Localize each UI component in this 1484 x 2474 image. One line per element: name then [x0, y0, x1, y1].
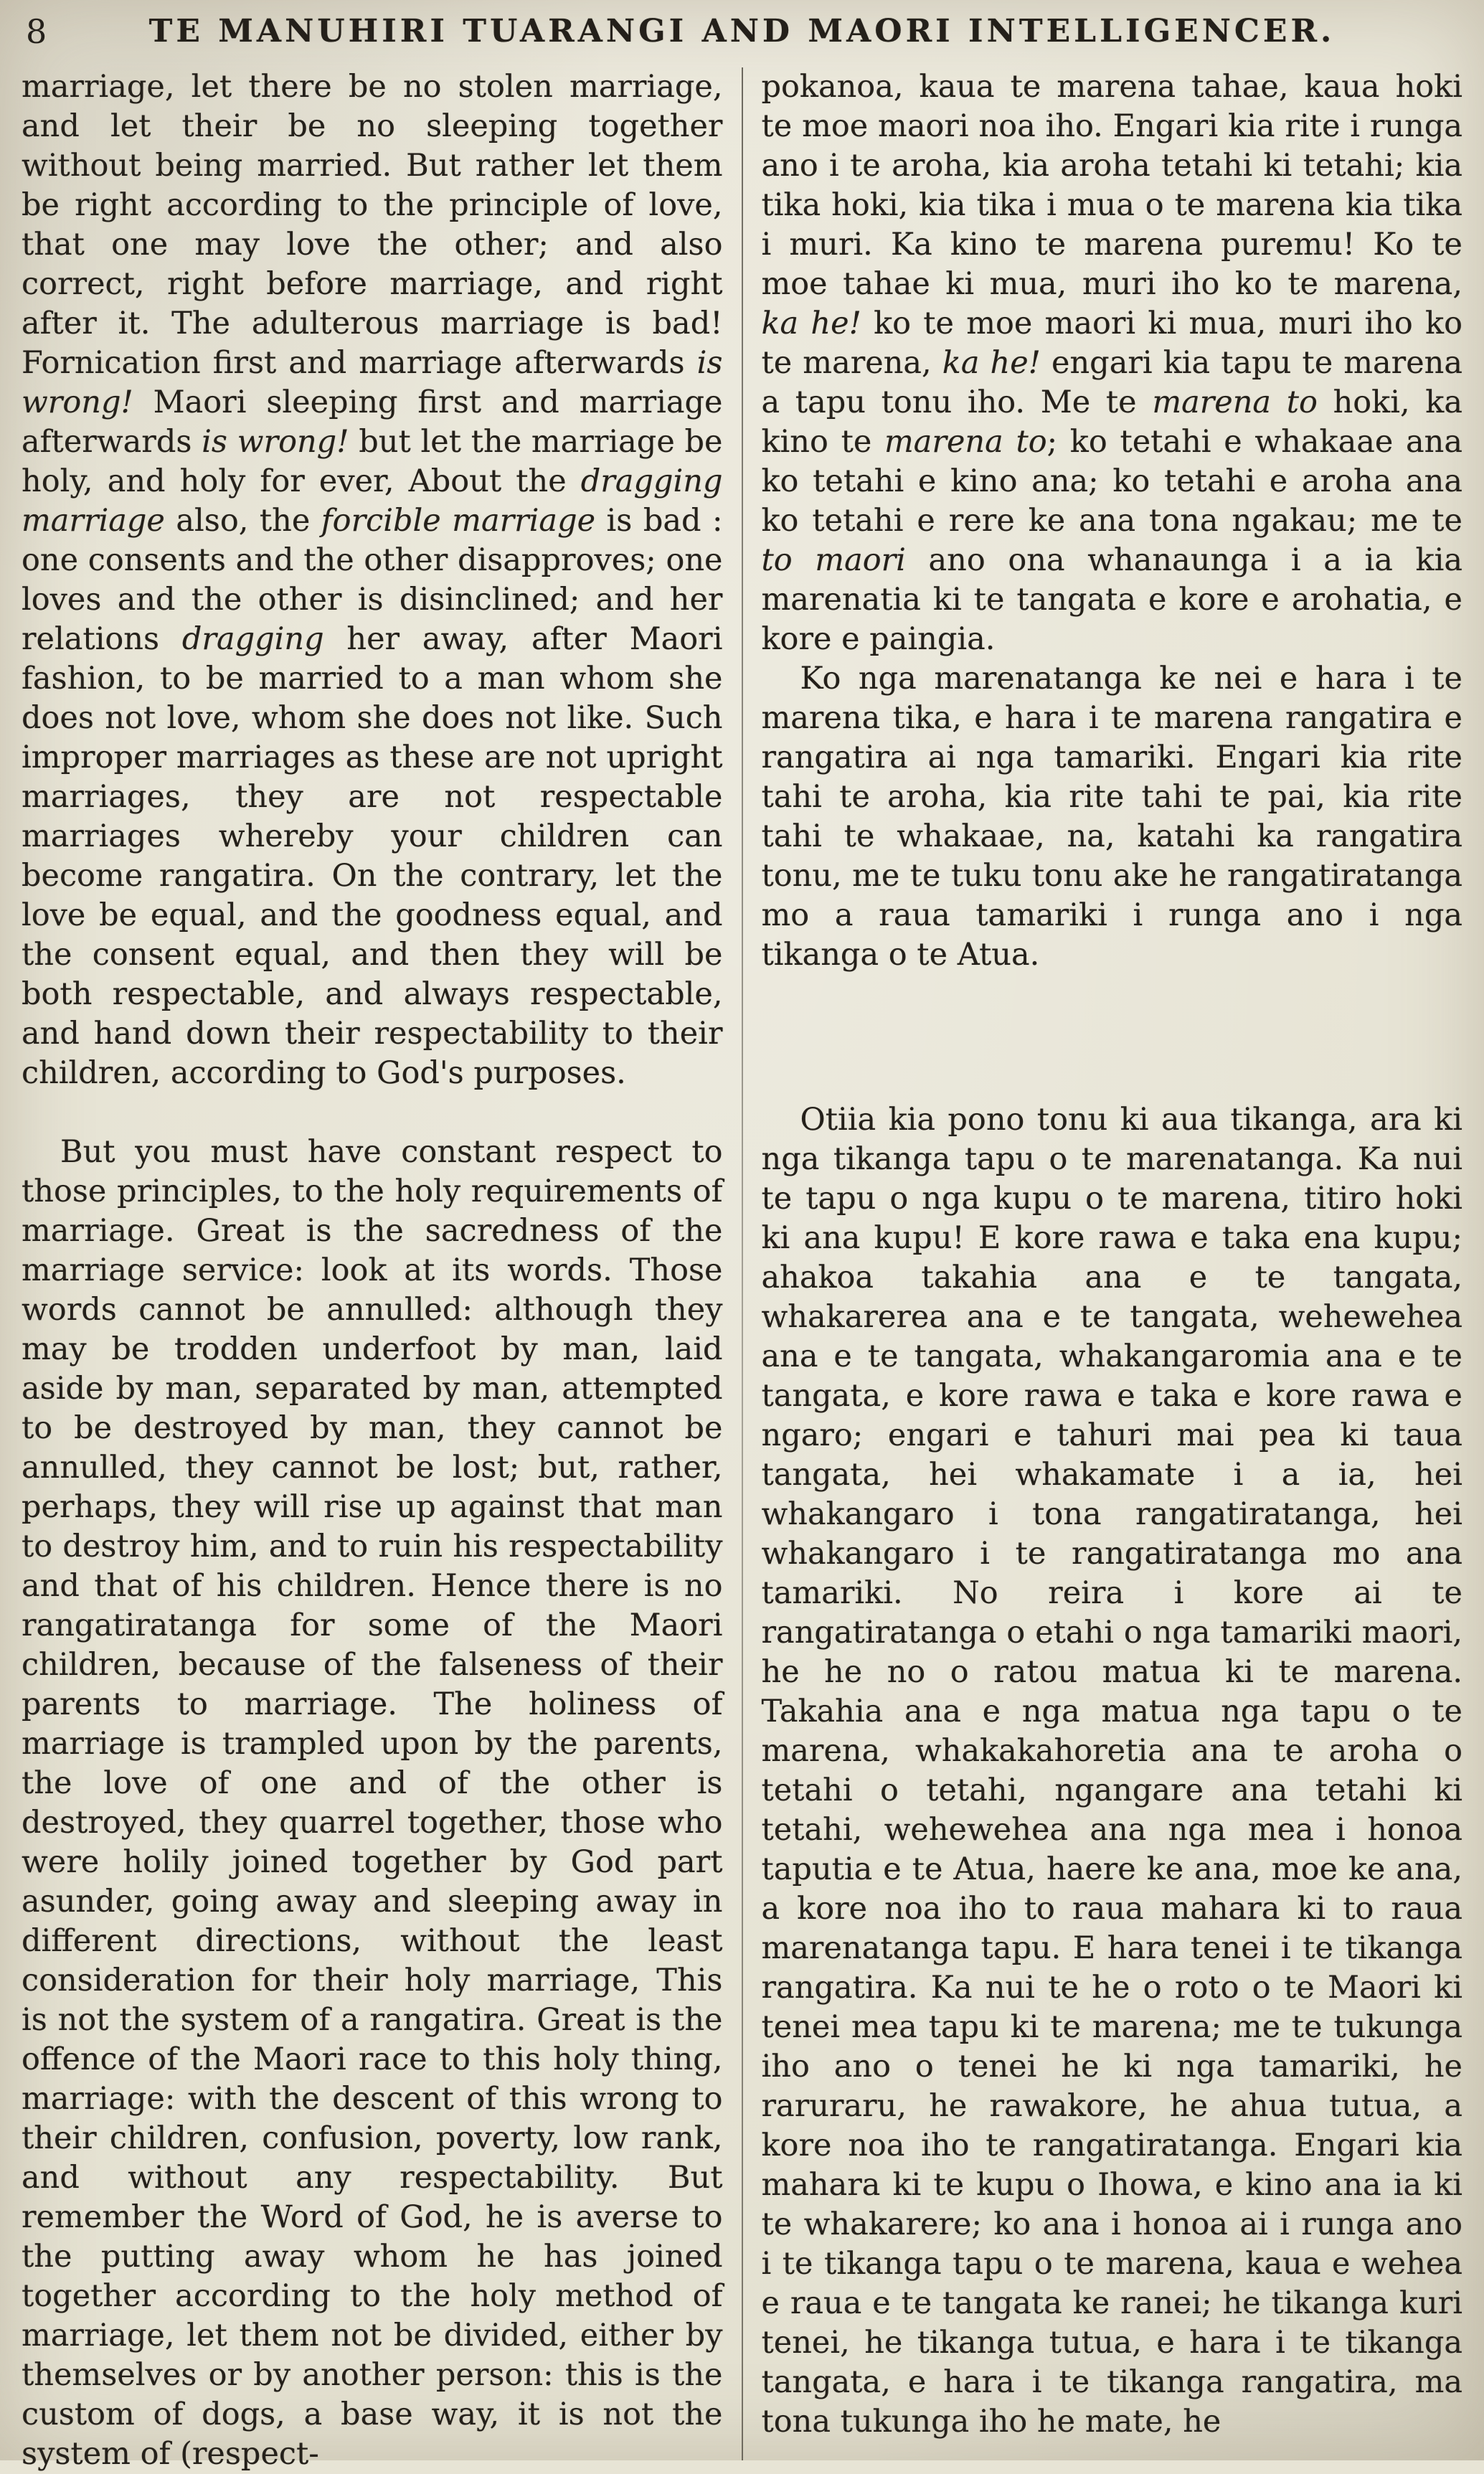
right-column-maori	[743, 67, 1463, 2460]
maori-paragraph-2: Ko nga marenatanga ke nei e hara i te marena tika, e hara i te marena rangatira e rangatira ai nga tamariki. Engari kia rite tahi te aroha, kia rite tahi te pai, kia rite tahi te whakaae, na, katahi ka rangatira tonu, me te tuku tonu ake he rangatiratanga mo a raua tamariki i runga ano i nga tikanga o te Atua.	[761, 661, 1462, 973]
masthead-title: TE MANUHIRI TUARANGI AND MAORI INTELLIGENCER.	[148, 13, 1336, 49]
maori-paragraph-1: pokanoa, kaua te marena tahae, kaua hoki te moe maori noa iho. Engari kia rite i runga ano i te aroha, kia aroha tetahi ki tetahi; kia tika hoki, kia tika i mua o te marena kia tika i muri. Ka kino te marena puremu! Ko te moe tahae ki mua, muri iho ko te marena, ka he! ko te moe maori ki mua, muri iho ko te marena, ka he! engari kia tapu te marena a tapu tonu iho. Me te marena to hoki, ka kino te marena to; ko tetahi e whakaae ana ko tetahi e kino ana; ko tetahi e aroha ana ko tetahi e rere ke ana tona ngakau; me te to maori ano ona whanaunga i a ia kia marenatia ki te tangata e kore e arohatia, e kore e paingia.	[761, 69, 1462, 657]
english-paragraph-1: marriage, let there be no stolen marriage, and let their be no sleeping together without being married. But rather let them be right according to the principle of love, that one may love the other; and also correct, right before marriage, and right after it. The adulterous marriage is bad! Fornication first and marriage afterwards is wrong! Maori sleeping first and marriage afterwards is wrong! but let the marriage be holy, and holy for ever, About the dragging marriage also, the forcible marriage is bad : one consents and the other disapproves; one loves and the other is disinclined; and her relations dragging her away, after Maori fashion, to be married to a man whom she does not love, whom she does not like. Such improper marriages as these are not upright marriages, they are not respectable marriages whereby your children can become rangatira. On the contrary, let the love be equal, and the goodness equal, and the consent equal, and then they will be both respectable, and always respectable, and hand down their respectability to their children, according to God's purposes.	[22, 69, 723, 1091]
left-column-english	[22, 67, 742, 2472]
english-paragraph-2: But you must have constant respect to those principles, to the holy requirements of marriage. Great is the sacredness of the marriage service: look at its words. Those words cannot be annulled: although they may be trodden underfoot by man, laid aside by man, separated by man, attempted to be destroyed by man, they cannot be annulled, they cannot be lost; but, rather, perhaps, they will rise up against that man to destroy him, and to ruin his respectability and that of his children. Hence there is no rangatiratanga for some of the Maori children, because of the falseness of their parents to marriage. The holiness of marriage is trampled upon by the parents, the love of one and of the other is destroyed, they quarrel together, those who were holily joined together by God part asunder, going away and sleeping away in different directions, without the least consideration for their holy marriage, This is not the system of a rangatira. Great is the offence of the Maori race to this holy thing, marriage: with the descent of this wrong to their children, confusion, poverty, low rank, and without any respectability. But remember the Word of God, he is averse to the putting away whom he has joined together according to the holy method of marriage, let them not be divided, either by themselves or by another person: this is the custom of dogs, a base way, it is not the system of (respect-	[22, 1134, 723, 2472]
page-number: 8	[26, 12, 47, 51]
text-columns	[22, 67, 1462, 2472]
page-header	[22, 11, 1462, 56]
maori-paragraph-3: Otiia kia pono tonu ki aua tikanga, ara ki nga tikanga tapu o te marenatanga. Ka nui te tapu o nga kupu o te marena, titiro hoki ki ana kupu! E kore rawa e taka ena kupu; ahakoa takahia ana e te tangata, whakarerea ana e te tangata, wehewehea ana e te tangata, whakangaromia ana e te tangata, e kore rawa e taka e kore rawa e ngaro; engari e tahuri mai pea ki taua tangata, hei whakamate i a ia, hei whakangaro i tona rangatiratanga, hei whakangaro i te rangatiratanga mo ana tamariki. No reira i kore ai te rangatiratanga o etahi o nga tamariki maori, he he no o ratou matua ki te marena. Takahia ana e nga matua nga tapu o te marena, whakakahoretia ana te aroha o tetahi o tetahi, ngangare ana tetahi ki tetahi, wehewehea ana nga mea i honoa taputia e te Atua, haere ke ana, moe ke ana, a kore noa iho to raua mahara ki to raua marenatanga tapu. E hara tenei i te tikanga rangatira. Ka nui te he o roto o te Maori ki tenei mea tapu ki te marena; me te tukunga iho ano o tenei he ki nga tamariki, he raruraru, he rawakore, he ahua tutua, a kore noa iho te rangatiratanga. Engari kia mahara ki te kupu o Ihowa, e kino ana ia ki te whakarere; ko ana i honoa ai i runga ano i te tikanga tapu o te marena, kaua e wehea e raua e te tangata ke ranei; he tikanga kuri tenei, he tikanga tutua, e hara i te tikanga tangata, e hara i te tikanga rangatira, ma tona tukunga iho he mate, he	[761, 1102, 1462, 2440]
